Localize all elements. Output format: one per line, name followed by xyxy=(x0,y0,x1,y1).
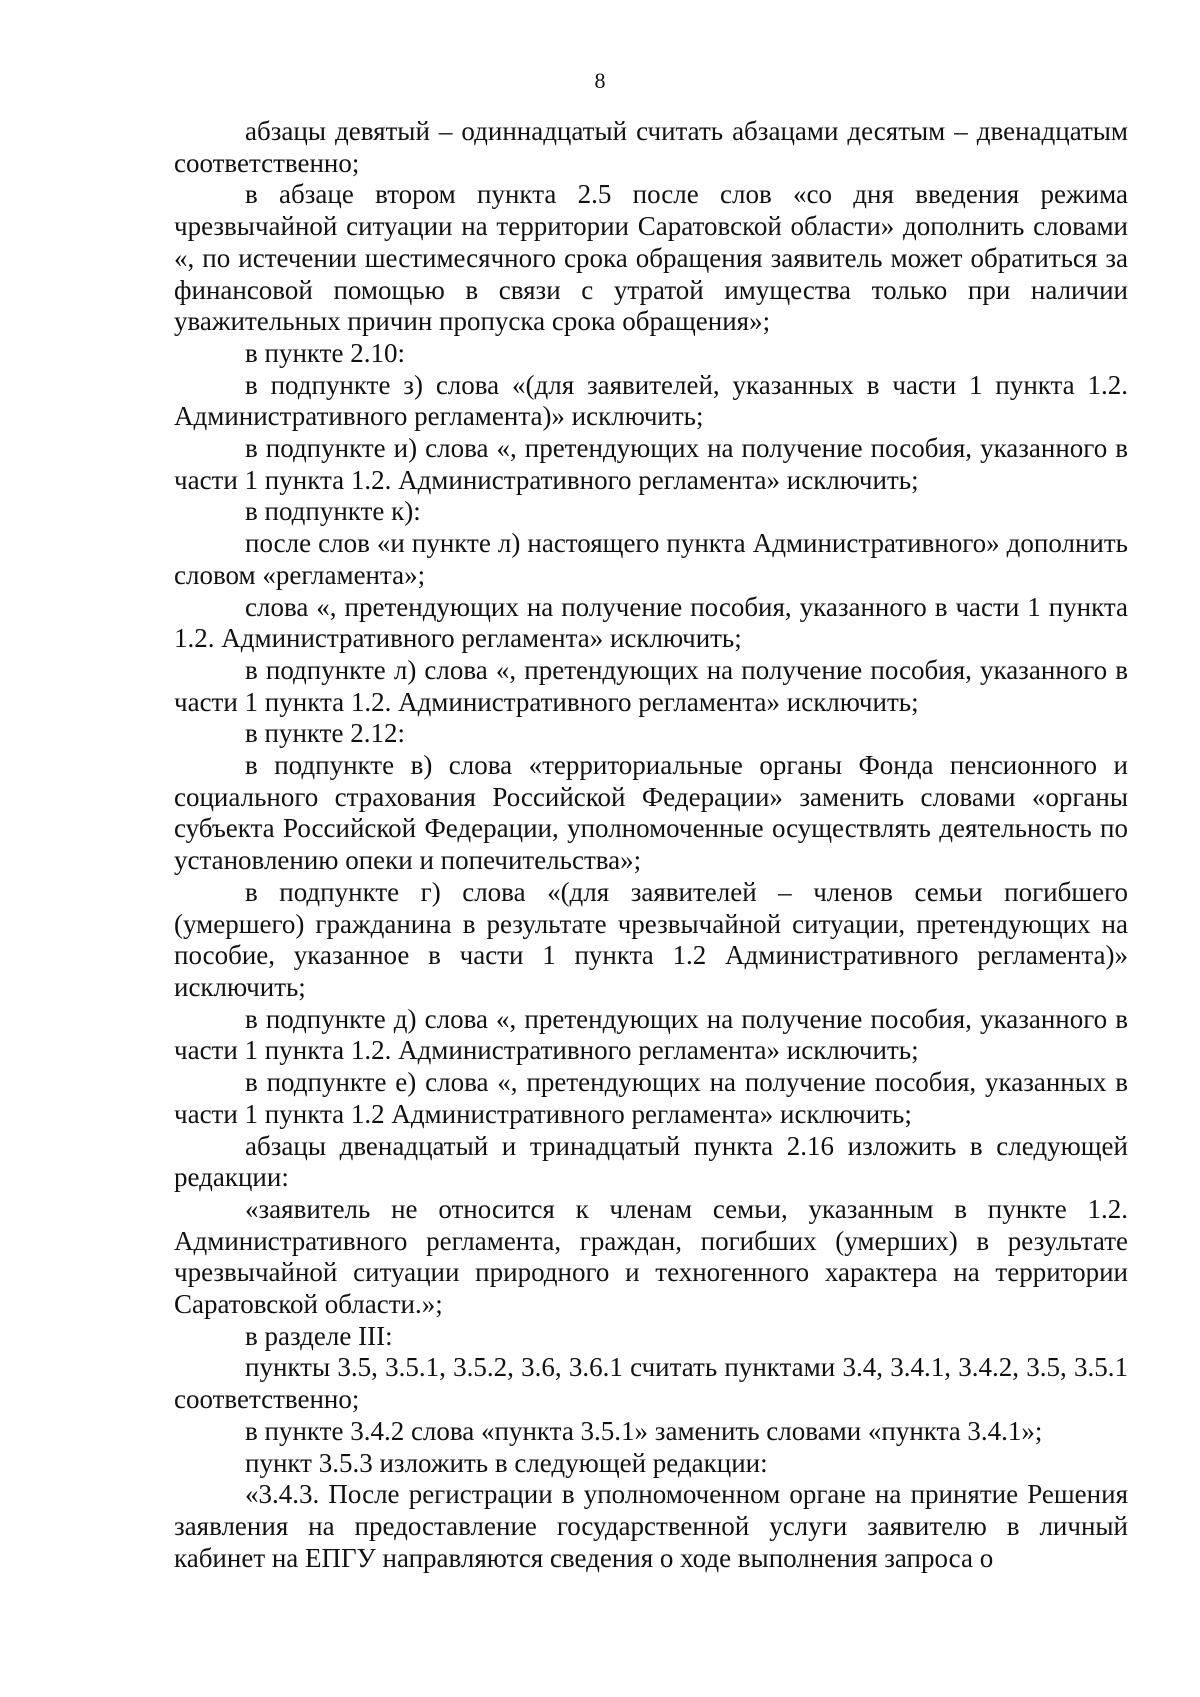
paragraph: слова «, претендующих на получение пособия, указанного в части 1 пункта 1.2. Административного регламента» исключить; xyxy=(174,591,1128,654)
paragraph: абзацы двенадцатый и тринадцатый пункта 2.16 изложить в следующей редакции: xyxy=(174,1130,1128,1193)
paragraph: в пункте 2.10: xyxy=(245,337,405,368)
paragraph: абзацы девятый – одиннадцатый считать абзацами десятым – двенадцатым соответственно; xyxy=(174,116,1128,178)
paragraph: «заявитель не относится к членам семьи, указанным в пункте 1.2. Административного регламента, граждан, погибших (умерших) в результате чрезвычайной ситуации природного и техногенного характера на территории Саратовской области.»; xyxy=(174,1193,1128,1320)
paragraph: после слов «и пункте л) настоящего пункта Административного» дополнить словом «регламента»; xyxy=(174,528,1128,590)
paragraph: в подпункте з) слова «(для заявителей, указанных в части 1 пункта 1.2. Административного регламента)» исключить; xyxy=(174,369,1128,432)
paragraph: в подпункте г) слова «(для заявителей – членов семьи погибшего (умершего) гражданина в результате чрезвычайной ситуации, претендующих на пособие, указанное в части 1 пункта 1.2 Административного регламента)» исключить; xyxy=(174,876,1128,1002)
paragraph: в подпункте д) слова «, претендующих на получение пособия, указанного в части 1 пункта 1.2. Административного регламента» исключить; xyxy=(174,1003,1128,1066)
paragraph: в подпункте е) слова «, претендующих на получение пособия, указанных в части 1 пункта 1.2 Административного регламента» исключить; xyxy=(174,1067,1128,1129)
paragraph: в подпункте в) слова «территориальные органы Фонда пенсионного и социального страхования Российской Федерации» заменить словами «органы субъекта Российской Федерации, уполномоченные осуществлять деятельность по установлению опеки и попечительства»; xyxy=(174,750,1128,876)
paragraph: в подпункте и) слова «, претендующих на получение пособия, указанного в части 1 пункта 1.2. Административного регламента» исключить; xyxy=(174,433,1128,495)
paragraph: в подпункте к): xyxy=(245,496,421,527)
paragraph: «3.4.3. После регистрации в уполномоченном органе на принятие Решения заявления на предоставление государственной услуги заявителю в личный кабинет на ЕПГУ направляются сведения о ходе выполнения запроса о xyxy=(174,1479,1128,1573)
paragraph: пункты 3.5, 3.5.1, 3.5.2, 3.6, 3.6.1 считать пунктами 3.4, 3.4.1, 3.4.2, 3.5, 3.5.1 соответственно; xyxy=(174,1352,1128,1415)
document-body xyxy=(174,116,1128,1574)
paragraph: в абзаце втором пункта 2.5 после слов «со дня введения режима чрезвычайной ситуации на территории Саратовской области» дополнить словами «, по истечении шестимесячного срока обращения заявитель может обратиться за финансовой помощью в связи с утратой имущества только при наличии уважительных причин пропуска срока обращения»; xyxy=(174,179,1128,337)
paragraph: в разделе III: xyxy=(245,1320,393,1351)
paragraph: в пункте 3.4.2 слова «пункта 3.5.1» заменить словами «пункта 3.4.1»; xyxy=(245,1415,1043,1446)
page-number: 8 xyxy=(594,68,606,93)
paragraph: в пункте 2.12: xyxy=(245,718,405,749)
paragraph: в подпункте л) слова «, претендующих на получение пособия, указанного в части 1 пункта 1.2. Административного регламента» исключить; xyxy=(174,654,1128,717)
paragraph: пункт 3.5.3 изложить в следующей редакции: xyxy=(245,1447,768,1478)
